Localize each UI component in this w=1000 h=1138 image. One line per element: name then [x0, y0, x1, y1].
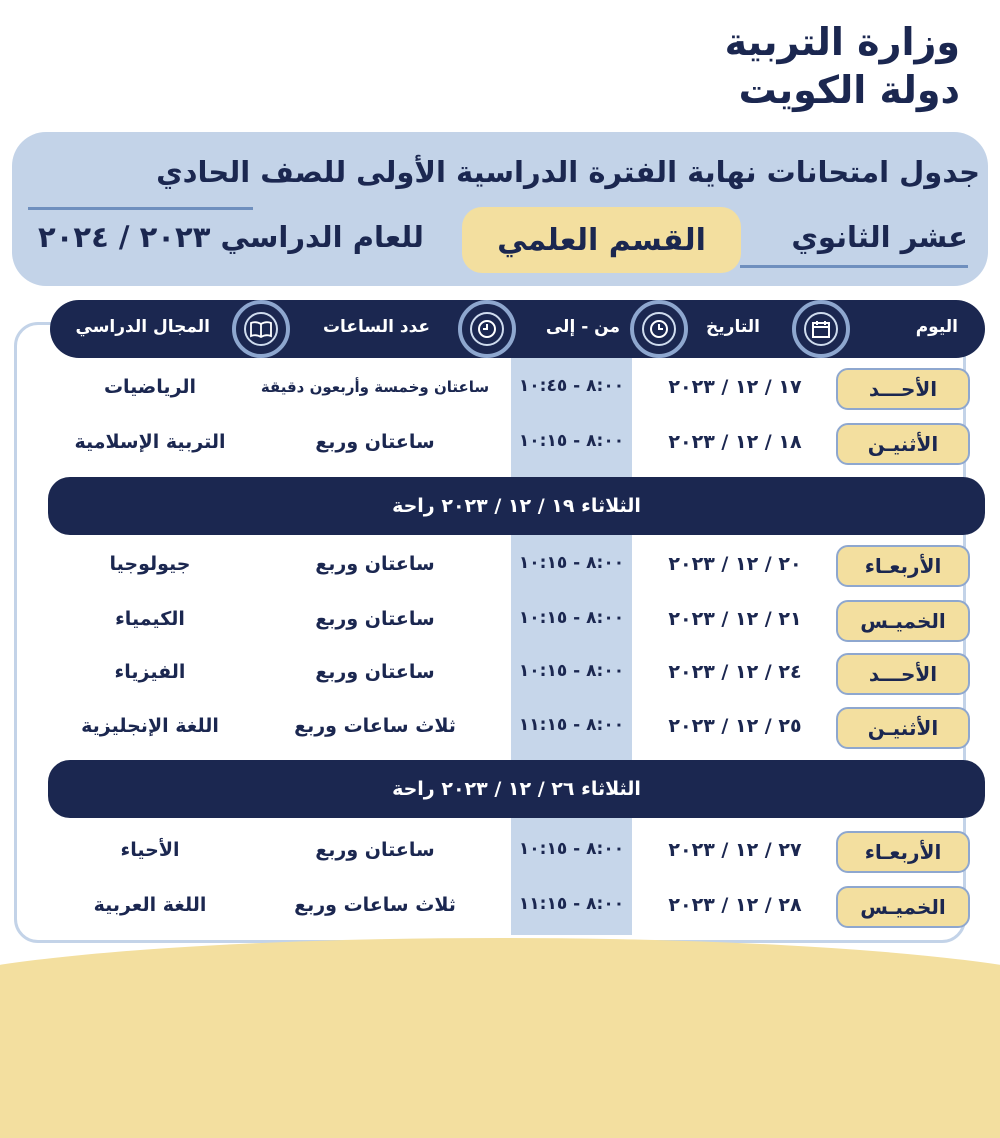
book-icon	[232, 300, 290, 358]
table-row	[0, 707, 1000, 763]
clock-icon	[630, 300, 688, 358]
table-row	[0, 545, 1000, 601]
title-underline	[28, 207, 253, 210]
country-name: دولة الكويت	[738, 68, 960, 112]
hours-cell: ساعتان وربع	[315, 431, 435, 453]
date-cell: ٢٨ / ١٢ / ٢٠٢٣	[668, 894, 802, 916]
hours-cell: ساعتان وربع	[315, 553, 435, 575]
time-cell: ٨:٠٠ - ١٠:١٥	[518, 553, 625, 573]
time-cell: ٨:٠٠ - ١٠:٤٥	[518, 376, 625, 396]
time-cell: ٨:٠٠ - ١١:١٥	[518, 894, 625, 914]
hourglass-icon	[458, 300, 516, 358]
time-cell: ٨:٠٠ - ١٠:١٥	[518, 431, 625, 451]
header-from-to: من - إلى	[545, 317, 620, 337]
date-cell: ١٨ / ١٢ / ٢٠٢٣	[668, 431, 802, 453]
title-underline-2	[740, 265, 968, 268]
date-cell: ٢٤ / ١٢ / ٢٠٢٣	[668, 661, 802, 683]
decorative-wave	[0, 938, 1000, 1138]
table-row	[0, 368, 1000, 424]
section-badge: القسم العلمي	[462, 207, 741, 273]
time-cell: ٨:٠٠ - ١١:١٥	[518, 715, 625, 735]
subject-cell: جيولوجيا	[109, 553, 191, 575]
day-badge: الخميـس	[836, 600, 970, 642]
date-cell: ٢٥ / ١٢ / ٢٠٢٣	[668, 715, 802, 737]
day-badge: الأثنيـن	[836, 707, 970, 749]
date-cell: ٢٠ / ١٢ / ٢٠٢٣	[668, 553, 802, 575]
day-badge: الخميـس	[836, 886, 970, 928]
title-line-2-end: للعام الدراسي ٢٠٢٣ / ٢٠٢٤	[38, 220, 424, 254]
subject-cell: الأحياء	[120, 839, 180, 861]
time-cell: ٨:٠٠ - ١٠:١٥	[518, 661, 625, 681]
rest-day-banner: الثلاثاء ١٩ / ١٢ / ٢٠٢٣ راحة	[48, 477, 985, 535]
subject-cell: الفيزياء	[114, 661, 186, 683]
day-badge: الأربعـاء	[836, 831, 970, 873]
header-hours: عدد الساعات	[322, 317, 430, 337]
hours-cell: ثلاث ساعات وربع	[294, 894, 456, 916]
date-cell: ١٧ / ١٢ / ٢٠٢٣	[668, 376, 802, 398]
subject-cell: الرياضيات	[103, 376, 197, 398]
table-row	[0, 600, 1000, 656]
date-cell: ٢١ / ١٢ / ٢٠٢٣	[668, 608, 802, 630]
subject-cell: اللغة العربية	[93, 894, 207, 916]
hours-cell: ساعتان وربع	[315, 608, 435, 630]
calendar-icon	[792, 300, 850, 358]
title-line-2-start: عشر الثانوي	[791, 220, 968, 254]
table-row	[0, 423, 1000, 479]
time-cell: ٨:٠٠ - ١٠:١٥	[518, 839, 625, 859]
subject-cell: التربية الإسلامية	[74, 431, 226, 453]
title-line-1: جدول امتحانات نهاية الفترة الدراسية الأولى للصف الحادي	[156, 155, 980, 189]
header-date: التاريخ	[706, 317, 760, 337]
day-badge: الأحـــد	[836, 653, 970, 695]
hours-cell: ساعتان وخمسة وأربعون دقيقة	[260, 378, 490, 396]
header-day: اليوم	[915, 317, 958, 337]
table-row	[0, 653, 1000, 709]
hours-cell: ساعتان وربع	[315, 839, 435, 861]
date-cell: ٢٧ / ١٢ / ٢٠٢٣	[668, 839, 802, 861]
hours-cell: ساعتان وربع	[315, 661, 435, 683]
rest-day-banner: الثلاثاء ٢٦ / ١٢ / ٢٠٢٣ راحة	[48, 760, 985, 818]
ministry-name: وزارة التربية	[724, 20, 960, 64]
table-row	[0, 886, 1000, 942]
header-subject: المجال الدراسي	[75, 317, 210, 337]
day-badge: الأحـــد	[836, 368, 970, 410]
subject-cell: الكيمياء	[115, 608, 185, 630]
day-badge: الأثنيـن	[836, 423, 970, 465]
hours-cell: ثلاث ساعات وربع	[294, 715, 456, 737]
ministry-header	[725, 18, 960, 114]
subject-cell: اللغة الإنجليزية	[81, 715, 219, 737]
time-cell: ٨:٠٠ - ١٠:١٥	[518, 608, 625, 628]
day-badge: الأربعـاء	[836, 545, 970, 587]
table-row	[0, 831, 1000, 887]
